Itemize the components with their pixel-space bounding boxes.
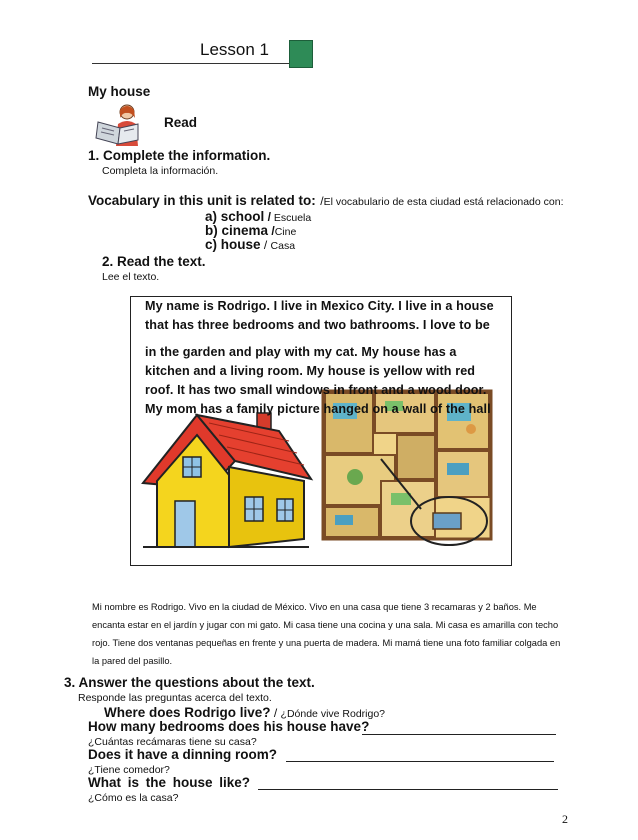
vocab-spanish: El vocabulario de esta ciudad está relacionado con: <box>323 196 564 208</box>
answer-line[interactable] <box>286 761 554 762</box>
question-2: How many bedrooms does his house have? <box>88 719 370 734</box>
vocab-item-es: Escuela <box>270 212 312 224</box>
question-3: Does it have a dinning room? <box>88 747 278 762</box>
reading-line: that has three bedrooms and two bathrooms. I love to be <box>145 318 490 332</box>
answer-line[interactable] <box>362 734 556 735</box>
vocab-item-es: Cine <box>274 226 297 238</box>
reading-line: My mom has a family picture hanged on a wall of the hall <box>145 402 491 416</box>
question-4: What is the house like? <box>88 775 251 790</box>
translation-line: rojo. Tiene dos ventanas pequeñas en frente y una puerta de madera. Mi mamá tiene una foto familiar colgada en <box>92 638 561 648</box>
green-marker-block <box>289 40 313 68</box>
vocab-item-sep: / <box>260 238 271 252</box>
answer-line[interactable] <box>258 789 558 790</box>
item2-subtitle: Lee el texto. <box>102 271 160 283</box>
question-sep: / <box>270 706 281 720</box>
vocab-item-en: a) school <box>205 209 265 224</box>
reading-line: kitchen and a living room. My house is yellow with red <box>145 364 476 378</box>
question-3-es: ¿Tiene comedor? <box>88 764 170 776</box>
item1-subtitle: Completa la información. <box>102 165 219 177</box>
translation-line: Mi nombre es Rodrigo. Vivo en la ciudad de México. Vivo en una casa que tiene 3 recamaras y 2 baños. Me <box>92 602 537 612</box>
reading-box <box>130 296 512 566</box>
vocab-item-es: Casa <box>270 240 296 252</box>
item3-subtitle: Responde las preguntas acerca del texto. <box>78 692 272 704</box>
question-es: ¿Dónde vive Rodrigo? <box>280 708 386 720</box>
vocab-item-c <box>205 236 295 254</box>
vocab-label: Vocabulary in this unit is related to: <box>88 193 316 208</box>
page-number: 2 <box>562 812 568 826</box>
vocab-item-sep: / <box>264 210 271 224</box>
item3-title: 3. Answer the questions about the text. <box>64 675 315 690</box>
translation-line: la pared del pasillo. <box>92 656 173 666</box>
section-title: My house <box>88 84 151 99</box>
read-label: Read <box>164 115 198 130</box>
question-2-es: ¿Cuántas recámaras tiene su casa? <box>88 736 257 748</box>
question-4-es: ¿Cómo es la casa? <box>88 792 179 804</box>
vocab-line <box>88 192 564 210</box>
question-en: Where does Rodrigo live? <box>104 705 271 720</box>
reading-line: roof. It has two small windows in front and a wood door. <box>145 383 487 397</box>
reading-line: in the garden and play with my cat. My house has a <box>145 345 457 359</box>
item2-title: 2. Read the text. <box>102 254 206 269</box>
reading-person-icon <box>94 102 144 148</box>
lesson-title: Lesson 1 <box>200 40 269 59</box>
item1-title: 1. Complete the information. <box>88 148 271 163</box>
vocab-item-en: c) house <box>205 237 261 252</box>
reading-line: My name is Rodrigo. I live in Mexico City. I live in a house <box>145 299 494 313</box>
lesson-underline <box>92 63 307 64</box>
vocab-slash: / <box>320 194 324 208</box>
vocab-item-sep: / <box>268 224 275 238</box>
yellow-house-illustration <box>139 401 314 551</box>
vocab-item-en: b) cinema <box>205 223 269 238</box>
translation-line: encanta estar en el jardín y jugar con mi gato. Mi casa tiene una cocina y una sala. Mi casa es amarilla con techo <box>92 620 559 630</box>
